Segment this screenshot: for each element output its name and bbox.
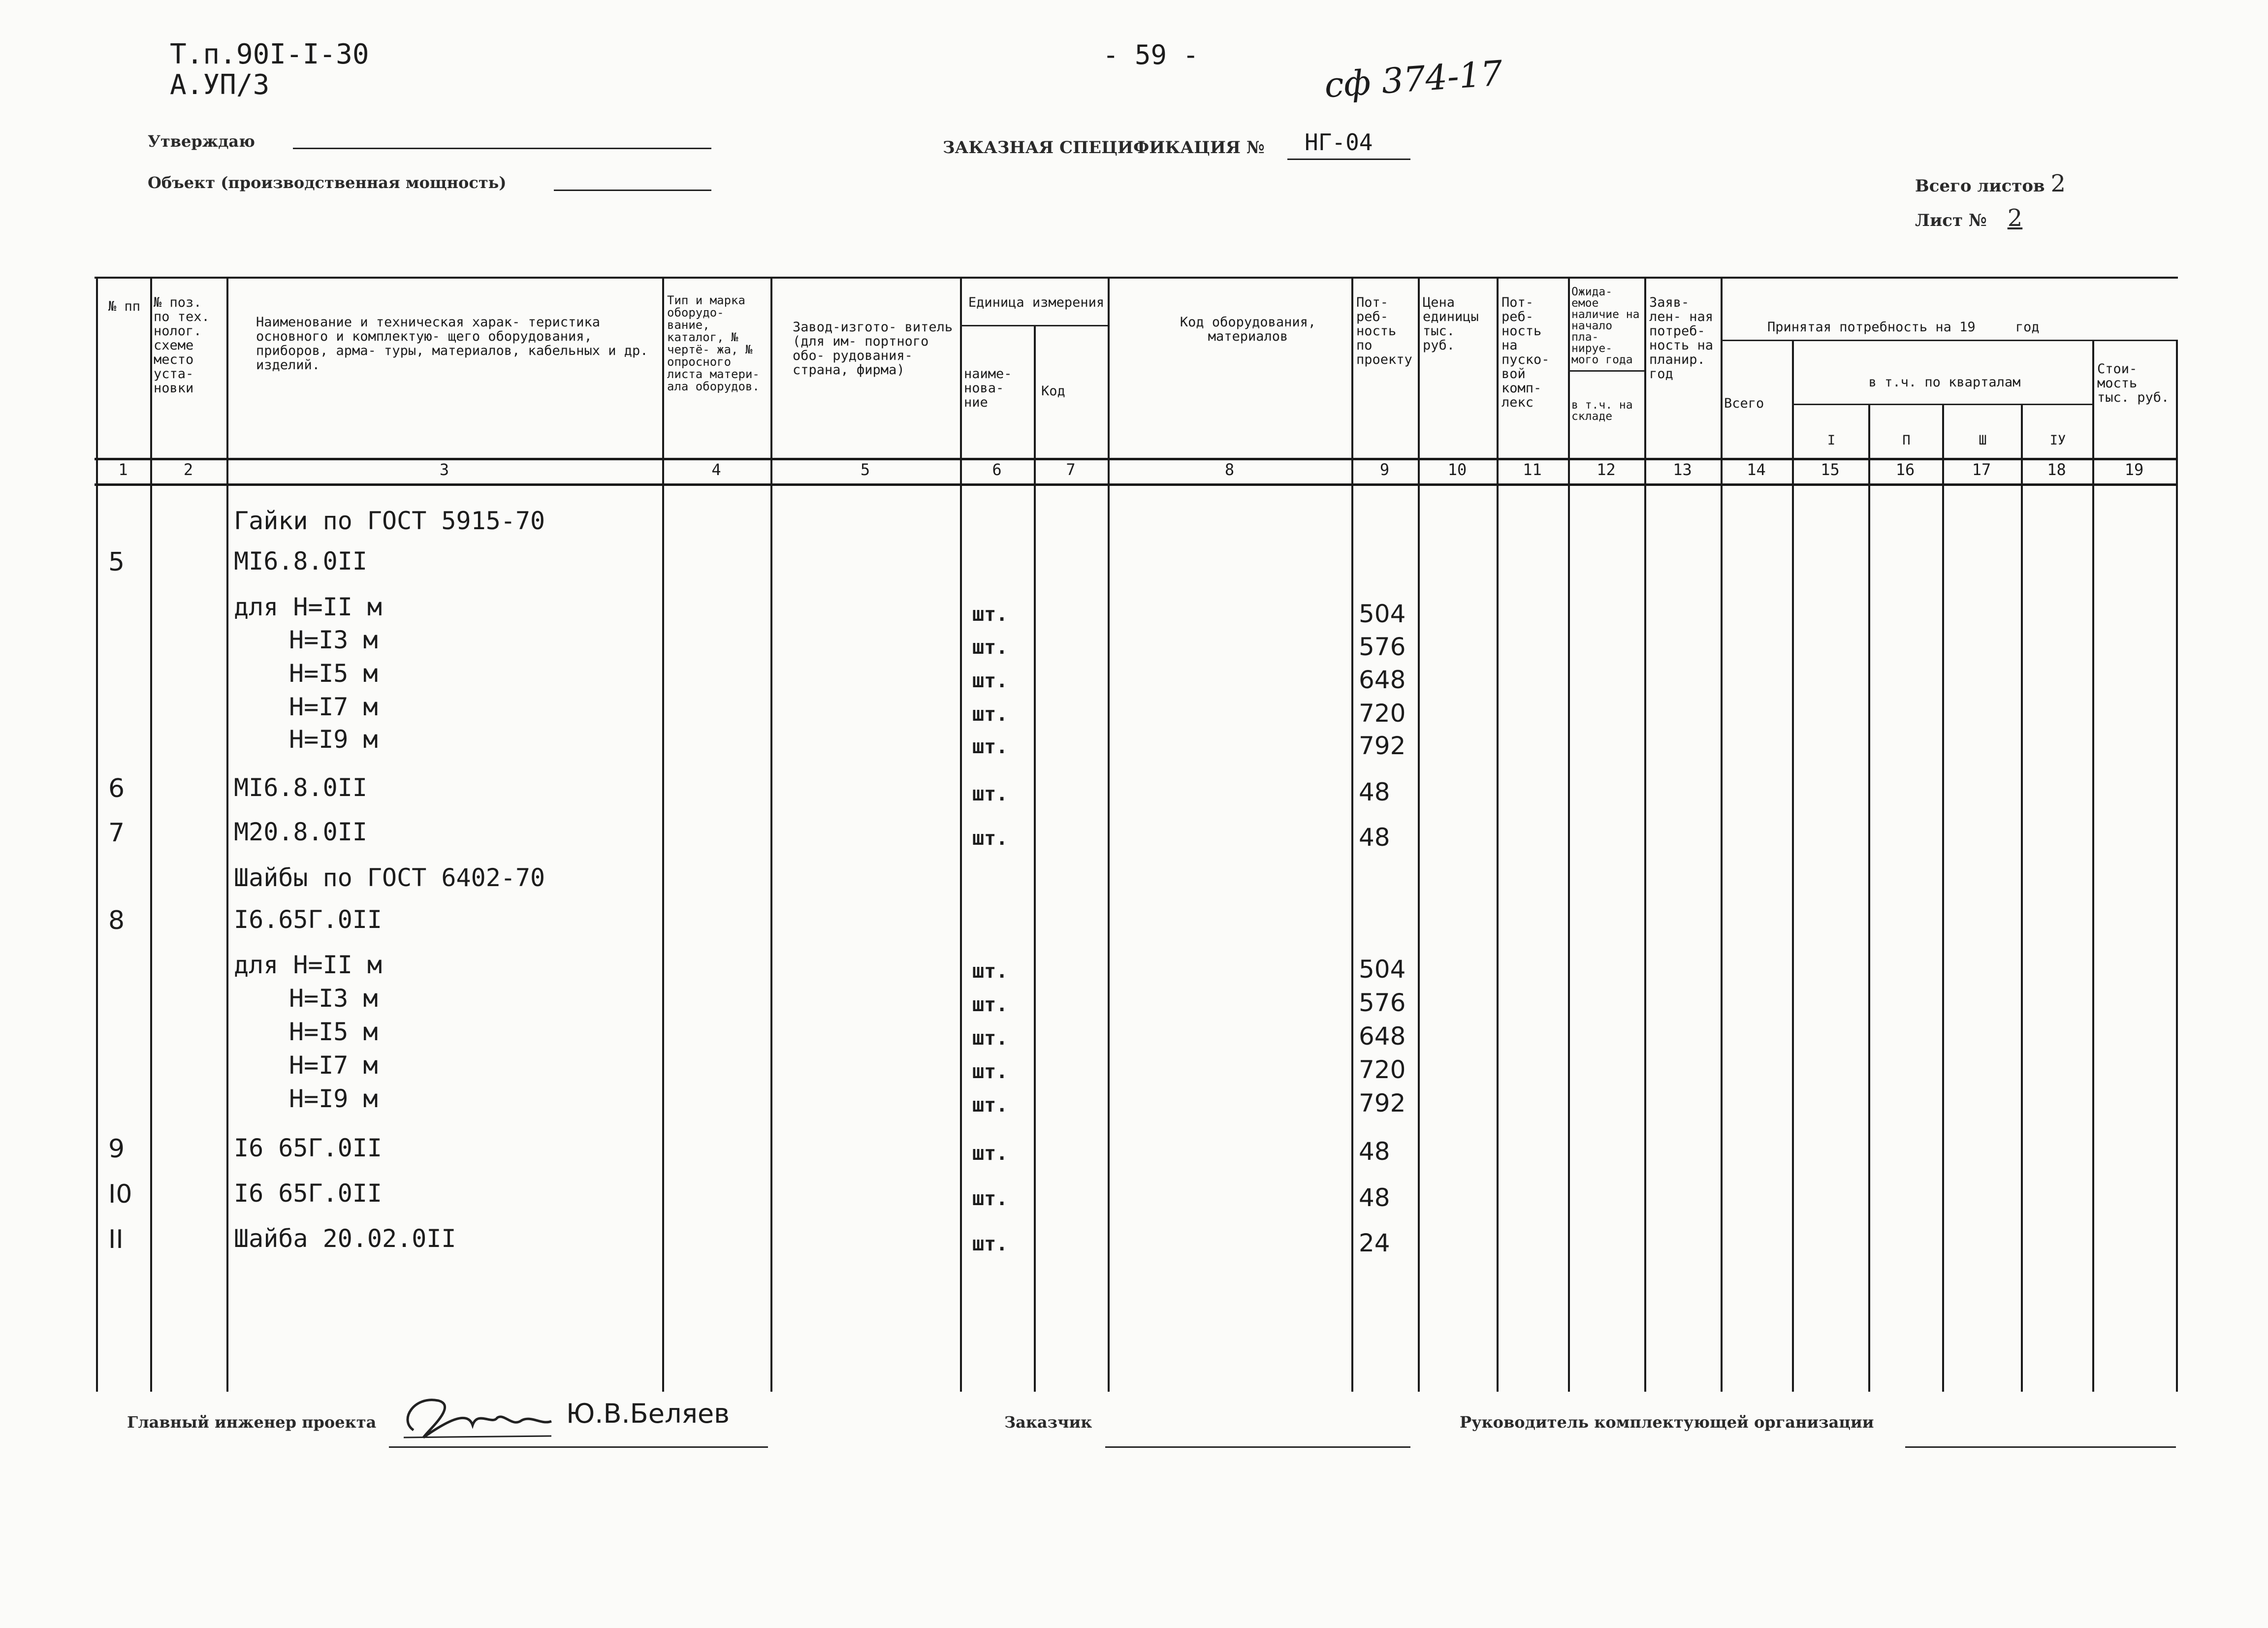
col-number: 12 (1597, 460, 1616, 479)
col-number: 7 (1066, 460, 1076, 479)
document-code-line1: Т.п.90I-I-30 (170, 38, 369, 70)
col-line (1108, 277, 1110, 1392)
quantity: 576 (1359, 633, 1406, 661)
col-number: 11 (1523, 460, 1542, 479)
approved-line (293, 148, 711, 149)
col6-header: наиме- нова- ние (964, 367, 1012, 410)
accepted-group-header: Принятая потребность на 19 год (1767, 320, 2040, 334)
unit: шт. (972, 993, 1008, 1016)
stock-header-rule (1568, 370, 1644, 372)
item-name: Н=I7 м (289, 1051, 378, 1080)
col-number: 16 (1895, 460, 1915, 479)
col19-header: Стои- мость тыс. руб. (2097, 362, 2170, 405)
supplier-head-label: Руководитель комплектующей организации (1460, 1413, 1874, 1432)
col-line (1497, 277, 1499, 1392)
spec-number-line (1287, 159, 1410, 160)
quantity: 720 (1359, 1055, 1406, 1084)
quantity: 48 (1359, 1183, 1390, 1212)
col10-header: Цена единицы тыс. руб. (1423, 295, 1479, 352)
row-number: 9 (108, 1134, 125, 1164)
row-number: 7 (108, 818, 125, 848)
handwritten-code: сф 374-17 (1323, 53, 1504, 106)
col2-header: № поз. по тех. нолог. схеме место уста- новки (154, 295, 210, 395)
quantity: 792 (1359, 1089, 1406, 1117)
col-line (662, 277, 664, 1392)
total-sheets (1915, 170, 2066, 197)
row-number: II (108, 1225, 124, 1254)
unit: шт. (972, 636, 1008, 659)
approved-label: Утверждаю (148, 132, 255, 151)
spec-number: НГ-04 (1305, 129, 1373, 156)
quantity: 576 (1359, 989, 1406, 1017)
unit: шт. (972, 827, 1008, 850)
unit: шт. (972, 1187, 1008, 1210)
col-number: 19 (2124, 460, 2144, 479)
col12b-header: в т.ч. на складе (1571, 400, 1633, 422)
object-label: Объект (производственная мощность) (148, 173, 507, 192)
total-sheets-value: 2 (2050, 170, 2066, 197)
page-number: - 59 - (1103, 39, 1199, 70)
table-top-border (95, 277, 2178, 279)
quantity: 48 (1359, 778, 1390, 806)
row-number: 8 (108, 906, 125, 935)
col13-header: Заяв- лен- ная потреб- ность на планир. год (1649, 295, 1714, 381)
item-name: Шайба 20.02.0II (234, 1224, 456, 1253)
quantity: 648 (1359, 666, 1406, 694)
unit: шт. (972, 1142, 1008, 1165)
item-name: Шайбы по ГОСТ 6402-70 (234, 863, 545, 892)
col-line (1418, 277, 1420, 1392)
item-name: Н=I9 м (289, 725, 378, 754)
customer-label: Заказчик (1004, 1413, 1092, 1432)
col-line (1942, 404, 1944, 1392)
col-number: 18 (2047, 460, 2066, 479)
quarters-header: в т.ч. по кварталам (1868, 375, 2021, 389)
col-number: 17 (1972, 460, 1991, 479)
column-number-border (95, 483, 2178, 486)
col-number: 9 (1379, 460, 1390, 479)
col-number: 15 (1821, 460, 1840, 479)
col-number: 10 (1447, 460, 1467, 479)
col8-header: Код оборудования, материалов (1180, 315, 1316, 344)
unit: шт. (972, 1060, 1008, 1083)
chief-engineer-name: Ю.В.Беляев (566, 1398, 730, 1429)
document-code-line2: А.УП/3 (170, 69, 270, 101)
col-number: 13 (1673, 460, 1692, 479)
item-name: Н=I5 м (289, 1018, 378, 1046)
col-line (770, 277, 772, 1392)
quantity: 504 (1359, 955, 1406, 984)
chief-engineer-line (389, 1446, 768, 1448)
sheet-number (1915, 204, 2022, 232)
col-line (960, 277, 962, 1392)
row-number: 6 (108, 774, 125, 803)
col-number: 5 (860, 460, 870, 479)
quantity: 792 (1359, 732, 1406, 760)
unit: шт. (972, 960, 1008, 983)
col14-header: Всего (1724, 396, 1764, 411)
unit: шт. (972, 703, 1008, 726)
q2-header: П (1902, 433, 1911, 447)
col-number: 8 (1224, 460, 1235, 479)
col-line (1034, 325, 1036, 1392)
quantity: 48 (1359, 1137, 1390, 1166)
item-name: МI6.8.0II (234, 773, 367, 802)
col-number: 14 (1747, 460, 1766, 479)
col-number: 2 (183, 460, 193, 479)
unit-group-header: Единица измерения (968, 295, 1105, 310)
col-line (150, 277, 152, 1392)
unit: шт. (972, 735, 1008, 758)
q3-header: Ш (1979, 433, 1987, 447)
row-number: I0 (108, 1180, 132, 1209)
q4-header: IУ (2049, 433, 2066, 447)
item-name: Н=I9 м (289, 1085, 378, 1113)
col9-header: Пот- реб- ность по проекту (1356, 295, 1412, 367)
item-name: для Н=II м (234, 951, 383, 979)
sheet-number-value: 2 (2007, 204, 2023, 232)
unit-header-rule (960, 325, 1108, 326)
col4-header: Тип и марка оборудо- вание, каталог, № чертё- жа, № опросного листа матери- ала оборудов. (667, 294, 760, 393)
col5-header: Завод-изгото- витель (для им- портного обо- рудования- страна, фирма) (793, 320, 953, 377)
quantity: 504 (1359, 600, 1406, 628)
unit: шт. (972, 783, 1008, 805)
accepted-header-rule (1721, 340, 2176, 341)
item-name: Н=I7 м (289, 693, 378, 721)
col12-header: Ожида- емое наличие на начало пла- нируе- мого года (1571, 287, 1640, 366)
col-line (226, 277, 228, 1392)
quantity: 48 (1359, 823, 1390, 852)
col11-header: Пот- реб- ность на пуско- вой комп- лекс (1501, 295, 1550, 410)
item-name: М20.8.0II (234, 818, 367, 846)
col7-header: Код (1041, 384, 1065, 398)
unit: шт. (972, 603, 1008, 626)
unit: шт. (972, 670, 1008, 692)
item-name: МI6.8.0II (234, 547, 367, 575)
row-number: 5 (108, 547, 125, 577)
item-name: для Н=II м (234, 593, 383, 621)
signature (394, 1391, 556, 1445)
supplier-head-line (1905, 1446, 2176, 1448)
spec-title: ЗАКАЗНАЯ СПЕЦИФИКАЦИЯ № (943, 138, 1265, 158)
col-line (2021, 404, 2023, 1392)
col1-header: № пп (108, 299, 141, 314)
col-number: 1 (118, 460, 128, 479)
unit: шт. (972, 1027, 1008, 1050)
item-name: Гайки по ГОСТ 5915-70 (234, 507, 545, 535)
col-number: 4 (711, 460, 721, 479)
item-name: Н=I5 м (289, 659, 378, 688)
col-line (1644, 277, 1646, 1392)
col-line (1792, 340, 1794, 1392)
sheet-label: Лист № (1915, 211, 1987, 230)
q1-header: I (1827, 433, 1836, 447)
col-line (2092, 340, 2094, 1392)
customer-line (1105, 1446, 1410, 1448)
item-name: I6 65Г.0II (234, 1134, 383, 1162)
total-sheets-label: Всего листов (1915, 176, 2045, 196)
col-line (1868, 404, 1870, 1392)
col-line (2176, 340, 2178, 1392)
col-line (1351, 277, 1353, 1392)
col-number: 6 (992, 460, 1002, 479)
unit: шт. (972, 1094, 1008, 1117)
item-name: Н=I3 м (289, 626, 378, 654)
object-line (554, 190, 711, 191)
chief-engineer-label: Главный инженер проекта (127, 1413, 377, 1432)
col-line (96, 277, 98, 1392)
col3-header: Наименование и техническая харак- теристика основного и комплектую- щего оборудования, приборов, арма- туры, материалов, кабельных и др. изделий. (256, 315, 648, 372)
col-line (1721, 277, 1723, 1392)
item-name: I6 65Г.0II (234, 1179, 383, 1208)
item-name: I6.65Г.0II (234, 905, 383, 934)
quantity: 648 (1359, 1022, 1406, 1051)
item-name: Н=I3 м (289, 984, 378, 1013)
unit: шт. (972, 1233, 1008, 1255)
col-line (1568, 277, 1570, 1392)
document-code (170, 39, 369, 100)
quarters-header-rule (1792, 404, 2092, 405)
col-number: 3 (439, 460, 449, 479)
quantity: 720 (1359, 699, 1406, 728)
quantity: 24 (1359, 1229, 1390, 1257)
